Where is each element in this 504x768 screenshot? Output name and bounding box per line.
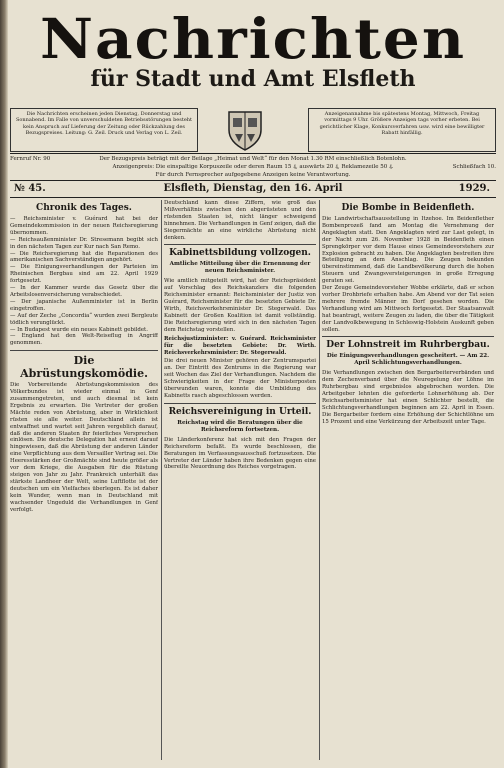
divider [10, 153, 496, 154]
cabinet-subheading: Amtliche Mitteilung über die Ernennung der neuen Reichsminister. [169, 261, 311, 275]
chronik-item: — In der Kammer wurde das Gesetz über die Arbeitslosenversicherung verabschiedet. [10, 285, 158, 298]
divider [10, 180, 496, 181]
disclaimer-bar [10, 171, 496, 179]
chronik-item: — England hat den Welt-Reiseflug in Angriff genommen. [10, 333, 158, 347]
separator [322, 336, 494, 337]
masthead [10, 8, 496, 92]
bombe-heading: Die Bombe in Beidenfleth. [341, 203, 475, 213]
chronik-item: — Auf der Zeche „Concordia“ wurden zwei Bergleute tödlich verunglückt. [10, 312, 158, 326]
article-continuation: Deutschland kann diese Ziffern, wie groß das Mißverhältnis zwischen den abgerüsteten und den rüstenden Staaten ist, nicht länger schweigend hinnehmen. Die Verhandlungen in Genf zeigen, daß die Siegermächte an eine wirkliche Abrüstung nicht denken. [164, 200, 316, 241]
dateline [10, 183, 496, 197]
po-box: Schließfach 10. [452, 164, 496, 170]
cabinet-body: Wie amtlich mitgeteilt wird, hat der Reichspräsident auf Vorschlag des Reichskanzlers die folgenden Reichsminister ernannt: Reichsminister der Justiz von Guérard, Reichsminister für die besetzten Gebiete Dr. Wirth, Reichsverkehrsminister Dr. Stegerwald. Das Kabinett der Großen Koalition ist damit vollständig. Die Reichsregierung wird sich in den nächsten Tagen dem Reichstag vorstellen. [164, 278, 316, 333]
ad-price: Anzeigenpreis: Die einspaltige Korpuszeile oder deren Raum 15 ₰, auswärts 20 ₰, Reklamezeile 50 ₰. [112, 164, 394, 170]
article-body: Die Vorbereitende Abrüstungskommission des Völkerbundes ist wieder einmal in Genf zusammengetreten, und auch diesmal ist kein Ergebnis zu erwarten. Die Vertreter der großen Mächte reden von Abrüstung, aber in Wirklichkeit rüsten sie alle weiter. Deutschland allein ist entwaffnet und wartet seit Jahren vergeblich darauf, daß die anderen Staaten ihr feierliches Versprechen einlösen. Die deutsche Delegation hat erneut darauf hingewiesen, daß die Abrüstung der anderen Länder eine Verpflichtung aus dem Versailler Vertrag sei. Die Heeresstärken der Großmächte sind heute größer als vor dem Kriege, die Ausgaben für die Rüstung steigen von Jahr zu Jahr. Frankreich unterhält das stärkste Landheer der Welt, seine Luftflotte ist der deutschen um ein Vielfaches überlegen. Es ist daher kein Wunder, wenn man in Deutschland mit wachsender Ungeduld die Verhandlungen in Genf verfolgt. [10, 382, 158, 513]
cabinet-more: Die drei neuen Minister gehören der Zentrumspartei an. Der Eintritt des Zentrums in die Regierung war seit Wochen das Ziel der Verhandlungen. Nachdem die Schwierigkeiten in der Frage der Ministerposten überwunden waren, konnte die Umbildung des Kabinetts rasch abgeschlossen werden. [164, 358, 316, 399]
column-rule [161, 200, 162, 760]
chronik-item: — Reichsminister v. Guérard hat bei der Gemeindekommission in der neuen Reichsregierung übernommen. [10, 216, 158, 236]
coat-of-arms-icon [223, 108, 267, 152]
place-date: Elsfleth, Dienstag, den 16. April [163, 183, 343, 194]
lohn-subheading: Die Einigungsverhandlungen gescheitert. — Am 22. April Schlichtungsverhandlungen. [326, 353, 490, 367]
article-heading: Die Abrüstungskomödie. [20, 354, 148, 381]
chronik-item: — Die Reichsregierung hat die Reparationen des amerikanischen Sachverständigen angehört. [10, 250, 158, 264]
chronik-item: — Reichsaußenminister Dr. Stresemann begibt sich in den nächsten Tagen zur Kur nach San Remo. [10, 236, 158, 250]
chronik-heading: Chronik des Tages. [36, 203, 132, 213]
cabinet-heading: Kabinettsbildung vollzogen. [169, 248, 311, 259]
reform-subheading: Reichstag wird die Beratungen über die Reichsreform fortsetzen. [177, 419, 303, 433]
bombe-more: Der Zeuge Gemeindevorsteher Wobbe erklärte, daß er schon vorher Drohbriefe erhalten habe. Am Abend vor der Tat seien mehrere fremde Männer im Dorf gesehen worden. Die Verhandlung wird am Mittwoch fortgesetzt. Der Staatsanwalt hat beantragt, weitere Zeugen zu laden, die über die Tätigkeit der Landvolkbewegung in Schleswig-Holstein Auskunft geben sollen. [322, 285, 494, 333]
disclaimer: Für durch Fernsprecher aufgegebene Anzeigen keine Verantwortung. [155, 172, 351, 178]
separator [164, 403, 316, 404]
advertising-info: Anzeigenannahme bis spätestens Montag, Mittwoch, Freitag vormittags 9 Uhr. Größere Anzeigen tags vorher erbeten. Bei gerichtlicher Klage, Konkursverfahren usw. wird eine bewilligter Rabatt hinfällig. [308, 108, 496, 152]
lohn-body: Die Verhandlungen zwischen den Bergarbeiterverbänden und dem Zechenverband über die Neuregelung der Löhne im Ruhrbergbau sind ergebnislos abgebrochen worden. Die Arbeitgeber lehnten die geforderte Lohnerhöhung ab. Der Reichsarbeitsminister hat einen Schlichter bestellt, die Schlichtungsverhandlungen beginnen am 22. April in Essen. Die Bergarbeiter fordern eine Erhöhung der Schichtlöhne um 15 Prozent und eine Verkürzung der Arbeitszeit unter Tage. [322, 370, 494, 425]
subscription-price: Der Bezugspreis beträgt mit der Beilage „Heimat und Welt“ für den Monat 1.30 RM einschließlich Botenlohn. [99, 156, 407, 162]
cabinet-list: Reichsjustizminister: v. Guérard. Reichsminister für die besetzten Gebiete: Dr. Wirth. Reichsverkehrsminister: Dr. Stegerwald. [164, 335, 316, 356]
issue-number: № 45. [14, 183, 46, 194]
column-rule [319, 200, 320, 760]
divider [10, 197, 496, 198]
bombe-body: Die Landwirtschaftsausstellung in Itzehoe. Im Beidenflether Bombenprozeß fand am Montag die Vernehmung der Angeklagten statt. Den Angeklagten wird zur Last gelegt, in der Nacht zum 26. November 1928 in Beidenfleth einen Sprengkörper vor dem Hause eines Gemeindevorstehers zur Explosion gebracht zu haben. Die Angeklagten bestreiten ihre Beteiligung an dem Anschlag. Die Zeugen bekunden übereinstimmend, daß die Landbevölkerung durch die hohen Steuern und Zwangsversteigerungen in große Erregung geraten sei. [322, 216, 494, 285]
separator [10, 350, 158, 351]
chronik-item: — Die Einigungsverhandlungen der Parteien im Rheinischen Bergbau sind am 22. April 1929 fortgesetzt. [10, 264, 158, 285]
binding-edge [0, 0, 8, 768]
subscription-bar [10, 155, 496, 163]
masthead-subtitle: für Stadt und Amt Elsfleth [90, 66, 416, 92]
masthead-title: Nachrichten [39, 6, 467, 72]
separator [164, 244, 316, 245]
chronik-item: — In Budapest wurde ein neues Kabinett gebildet. [10, 326, 148, 333]
phone-number: Fernruf Nr. 90 [10, 156, 51, 162]
column-2 [164, 200, 316, 760]
reform-body: Die Länderkonferenz hat sich mit den Fragen der Reichsreform befaßt. Es wurde beschlossen, die Beratungen im Verfassungsausschuß fortzusetzen. Die Vertreter der Länder haben ihre Bedenken gegen eine übereilte Neuordnung des Reiches vorgetragen. [164, 436, 316, 471]
lohn-heading: Der Lohnstreit im Ruhrbergbau. [326, 340, 490, 351]
info-row [10, 108, 496, 152]
column-1 [10, 200, 158, 760]
reform-heading: Reichsvereinigung in Urteil. [168, 406, 312, 417]
publication-info: Die Nachrichten erscheinen jeden Dienstag, Donnerstag und Sonnabend. Im Falle von unverschuldeten Betriebsstörungen besteht kein Anspruch auf Lieferung der Zeitung oder Rückzahlung des Bezugspreises. Leitung: G. Zeil. Druck und Verlag von L. Zeil. [10, 108, 198, 152]
chronik-item: — Der japanische Außenminister ist in Berlin eingetroffen. [10, 298, 158, 312]
ad-price-bar [10, 163, 496, 171]
issue-year: 1929. [458, 183, 490, 194]
column-3 [322, 200, 494, 760]
